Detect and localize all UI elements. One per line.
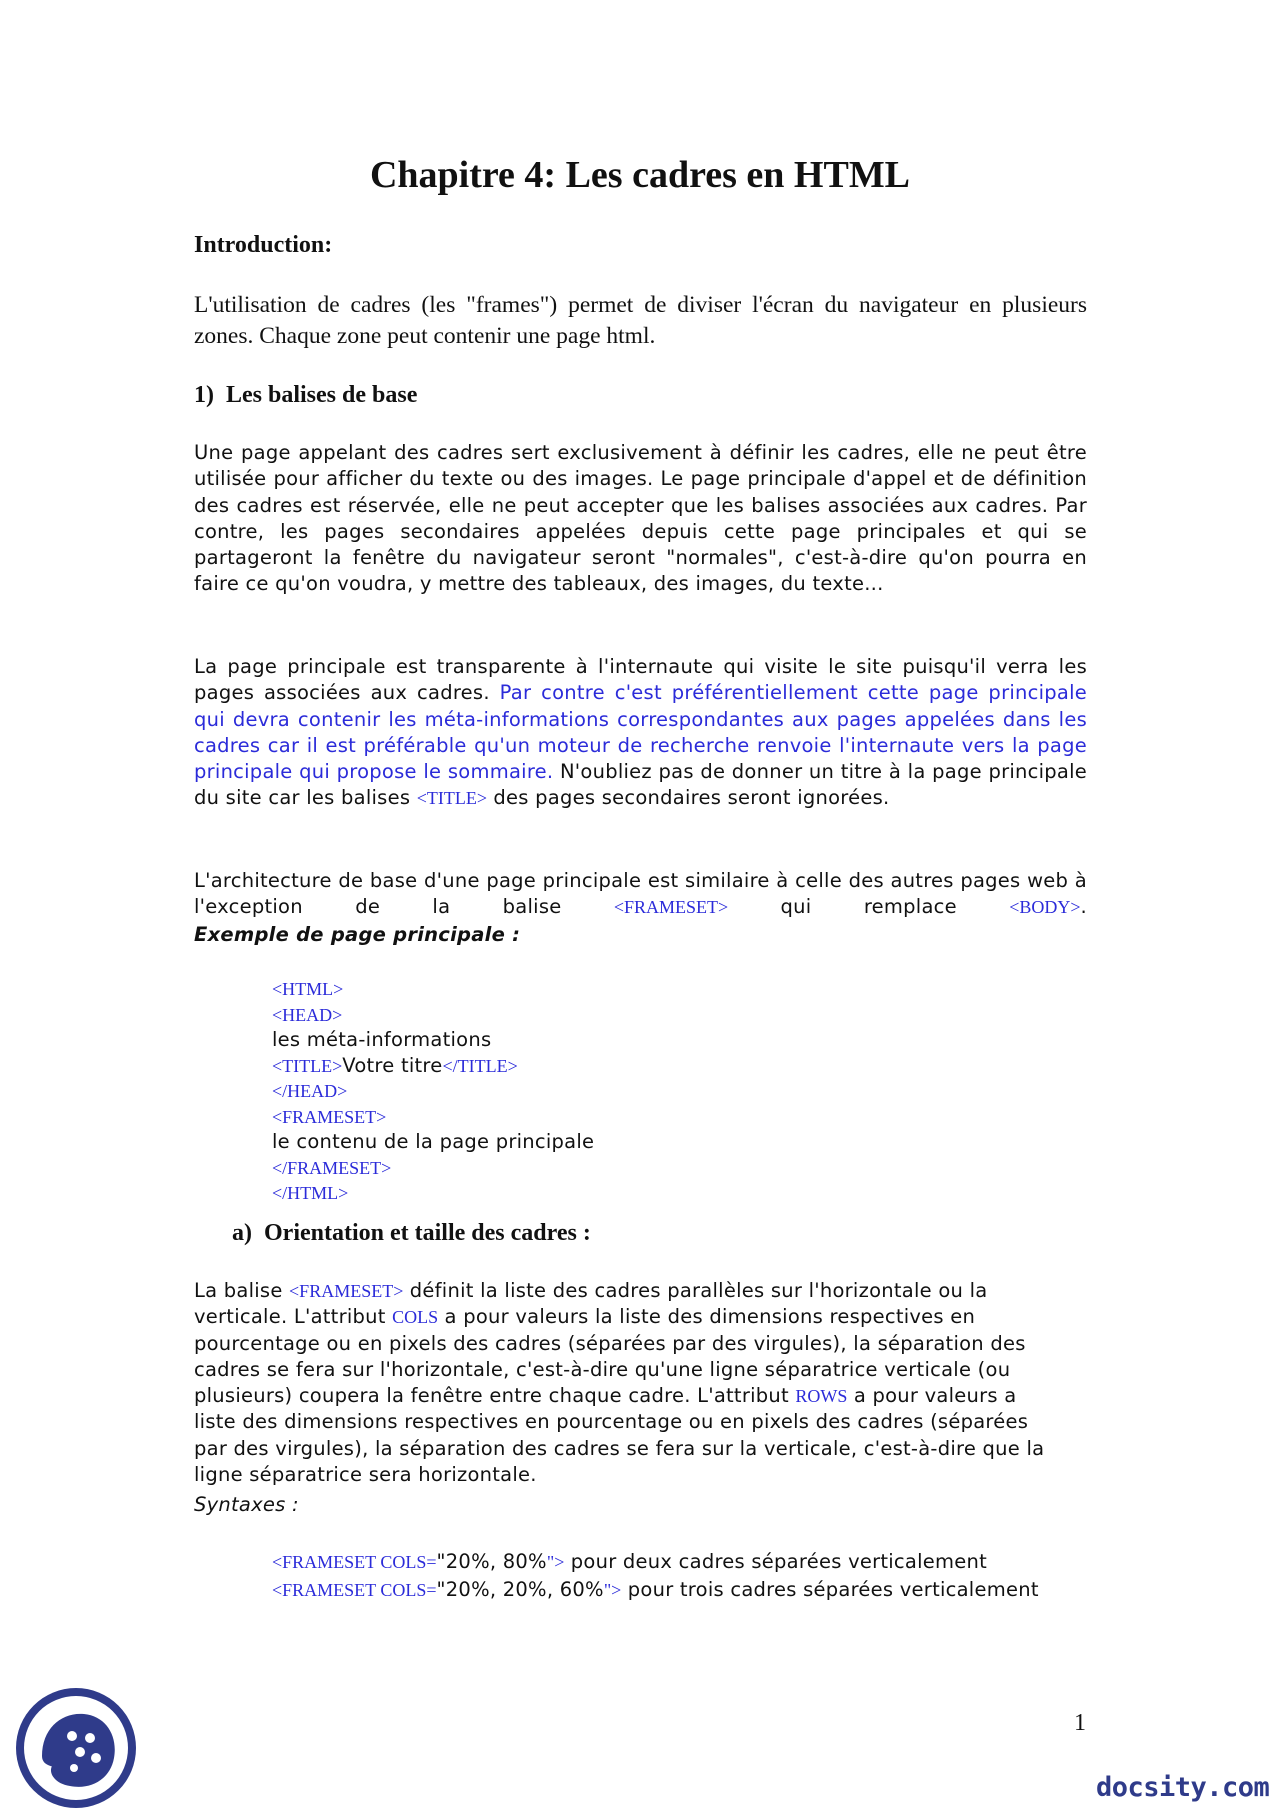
paragraph-2-text-middle: N'oubliez pas de donner un titre à la page principale du site car les balises — [194, 760, 1087, 810]
syntax-example-2 — [272, 1576, 1092, 1604]
code-content-text: le contenu de la page principale — [272, 1130, 595, 1153]
syntax-1-description: pour deux cadres séparées verticalement — [564, 1550, 988, 1573]
page-number: 1 — [1074, 1710, 1086, 1736]
section-1-paragraph-2 — [194, 654, 1087, 812]
subsection-a-paragraph — [194, 1278, 1064, 1488]
paragraph-3-text-start: L'architecture de base d'une page principale est similaire à celle des autres pages web à l'exception de la balise — [194, 869, 1087, 919]
example-label: Exemple de page principale : — [194, 923, 521, 946]
subsection-a-text-3: a pour valeurs a liste des dimensions respectives en pourcentage ou en pixels des cadres (séparées par des virgules), la séparation des cadres se fera sur la verticale, c'est-à-dire que la ligne séparatrice sera horizontale. — [194, 1384, 1045, 1487]
section-1-paragraph-1: Une page appelant des cadres sert exclusivement à définir les cadres, elle ne peut être utilisée pour afficher du texte ou des images. Le page principale d'appel et de définition des cadres est réservée, elle ne peut accepter que les balises associées aux cadres. Par contre, les pages secondaires appelées depuis cette page principales et qui se partageront la fenêtre du navigateur seront "normales", c'est-à-dire qu'on pourra en faire ce qu'on voudra, y mettre des tableaux, des images, du texte... — [194, 441, 1087, 596]
syntax-2-value: 20%, 20%, 60% — [445, 1578, 604, 1601]
code-frameset-close: </FRAMESET> — [272, 1157, 392, 1178]
code-head-close: </HEAD> — [272, 1081, 348, 1101]
cols-attribute-code: COLS — [392, 1307, 439, 1328]
section-1-paragraph-3 — [194, 868, 1087, 921]
rows-attribute-code: ROWS — [795, 1386, 848, 1407]
paragraph-2-text-end: des pages secondaires seront ignorées. — [486, 786, 890, 810]
subsection-a-heading: a) Orientation et taille des cadres : — [232, 1220, 591, 1246]
syntax-2-description: pour trois cadres séparées verticalement — [621, 1578, 1039, 1601]
body-tag-code: <BODY> — [1009, 897, 1081, 918]
syntax-2-quote: " — [436, 1578, 446, 1601]
page-title: Chapitre 4: Les cadres en HTML — [369, 154, 911, 196]
code-title-open: <TITLE> — [272, 1055, 343, 1076]
paragraph-3-text-middle: qui remplace — [728, 895, 1010, 919]
subsection-a-text-2: a pour valeurs la liste des dimensions respectives en pourcentage ou en pixels des cadres (séparées par des virgules), la séparation des cadres se fera sur l'horizontale, c'est-à-dire qu'une ligne séparatrice verticale (ou plusieurs) coupera la fenêtre entre chaque cadre. L'attribut — [194, 1305, 1026, 1408]
code-head-open: <HEAD> — [272, 1004, 343, 1025]
syntax-label: Syntaxes : — [194, 1493, 299, 1516]
syntax-1-value: 20%, 80% — [445, 1550, 547, 1573]
syntax-1-tag: <FRAMESET COLS= — [272, 1552, 437, 1572]
frameset-tag-code: <FRAMESET> — [289, 1281, 404, 1301]
code-title-text: Votre titre — [342, 1053, 443, 1077]
syntax-1-close: "> — [546, 1552, 565, 1572]
code-html-close: </HTML> — [272, 1183, 349, 1203]
syntax-1-quote: " — [436, 1550, 446, 1573]
docsity-watermark: docsity.com — [1096, 1772, 1270, 1803]
introduction-paragraph: L'utilisation de cadres (les "frames") permet de diviser l'écran du navigateur en plusieurs zones. Chaque zone peut contenir une page html. — [194, 292, 1087, 349]
introduction-heading: Introduction: — [194, 232, 333, 258]
title-tag-code: <TITLE> — [416, 788, 487, 809]
code-title-close: </TITLE> — [442, 1055, 518, 1076]
subsection-a-text-start: La balise — [194, 1279, 290, 1302]
paragraph-2-highlighted-text: Par contre c'est préférentiellement cette page principale qui devra contenir les méta-informations correspondantes aux pages appelées dans les cadres car il est préférable qu'un moteur de recherche renvoie l'internaute vers la page principale qui propose le sommaire. — [194, 681, 1087, 784]
syntax-2-tag: <FRAMESET COLS= — [272, 1580, 437, 1600]
code-html-open: <HTML> — [272, 979, 344, 999]
code-meta-text: les méta-informations — [272, 1028, 492, 1051]
syntax-2-close: "> — [603, 1580, 622, 1600]
example-code-block — [272, 976, 594, 1206]
code-frameset-open: <FRAMESET> — [272, 1106, 387, 1127]
subsection-a-text-1: définit la liste des cadres parallèles sur l'horizontale ou la verticale. L'attribut — [194, 1279, 988, 1329]
docsity-logo-icon — [14, 1686, 138, 1810]
paragraph-2-text-start: La page principale est transparente à l'internaute qui visite le site puisqu'il verra les pages associées aux cadres. — [194, 655, 1087, 705]
paragraph-3-text-end: . — [1080, 895, 1087, 919]
frameset-tag-code: <FRAMESET> — [613, 897, 729, 918]
syntax-examples — [272, 1548, 1092, 1604]
section-1-heading: 1) Les balises de base — [194, 382, 418, 408]
syntax-example-1 — [272, 1548, 1092, 1576]
